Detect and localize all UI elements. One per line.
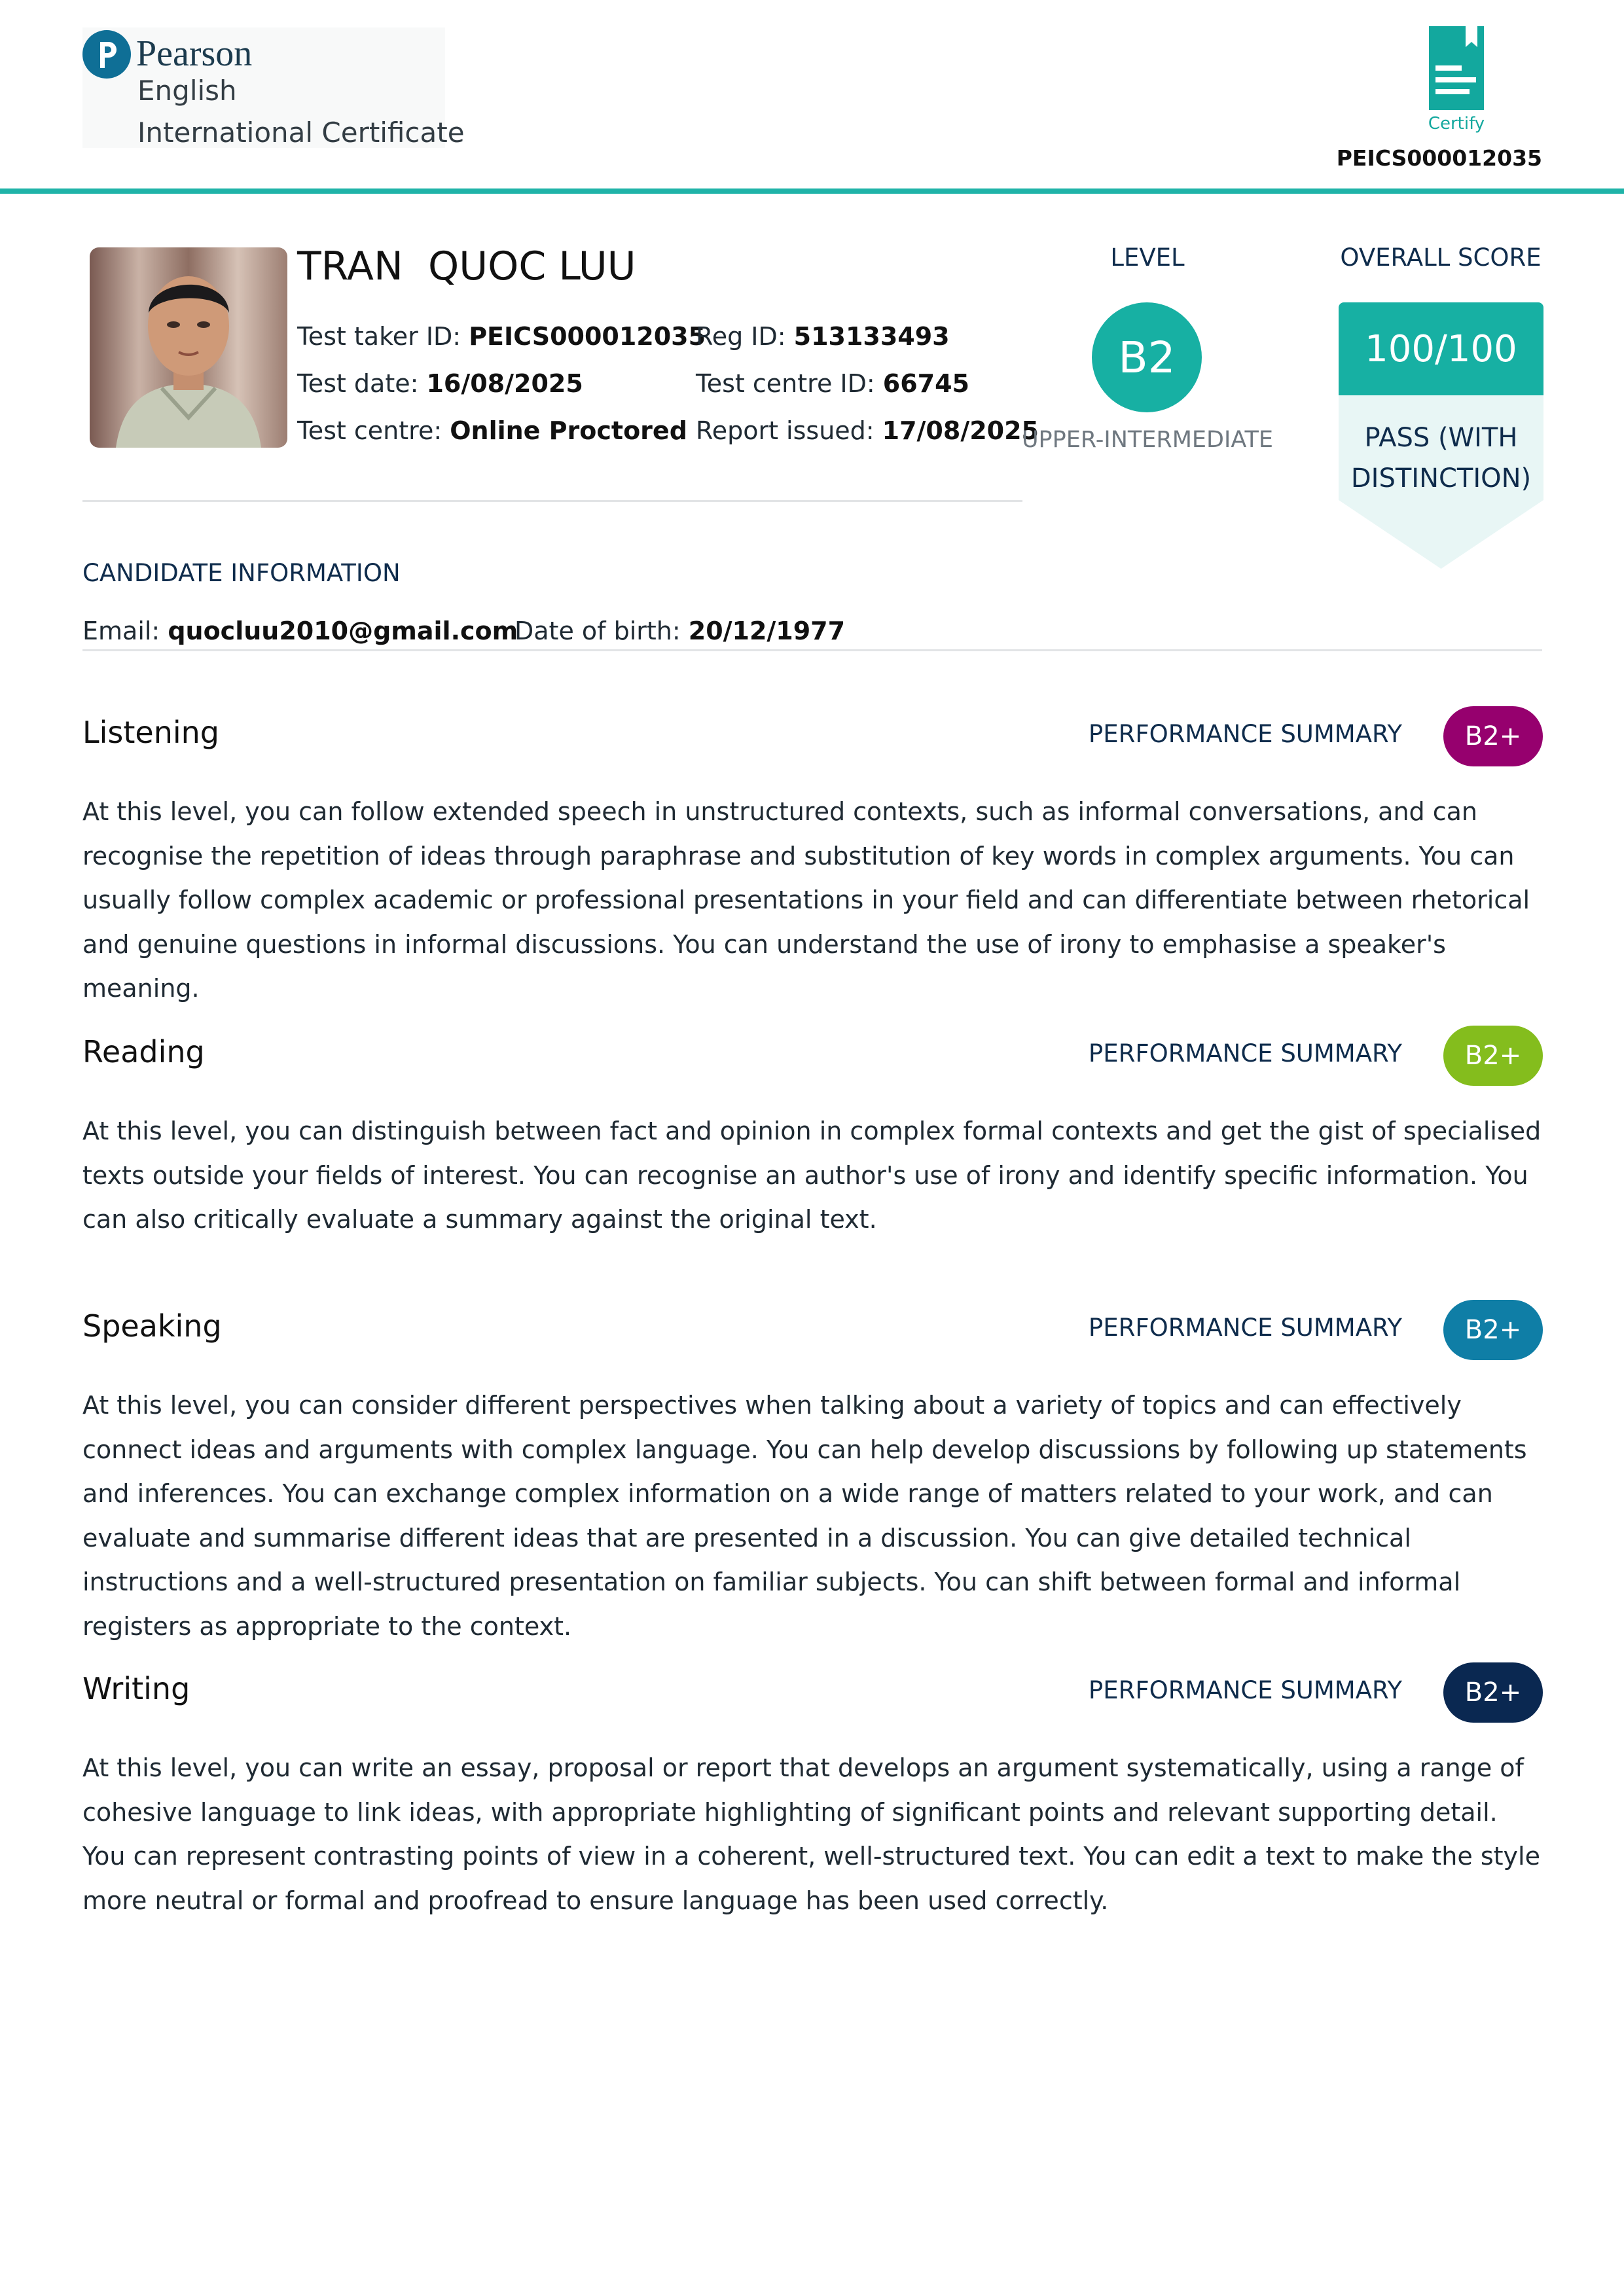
certify-badge-icon — [1429, 26, 1484, 110]
reg-id-label: Reg ID: — [696, 322, 794, 351]
overall-score-value: 100/100 — [1339, 302, 1543, 395]
skill-description-reading: At this level, you can distinguish between fact and opinion in complex formal contexts and get the gist of specialised texts outside your fields of interest. You can recognise an author's use of irony and identify specific information. You can also critically evaluate a summary against the original text. — [82, 1117, 1542, 1234]
overall-score-result: PASS (WITH DISTINCTION) — [1350, 423, 1532, 493]
reg-id — [696, 322, 950, 351]
grade-badge-speaking: B2+ — [1443, 1300, 1543, 1360]
test-centre-id — [696, 369, 969, 398]
grade-badge-listening: B2+ — [1443, 706, 1543, 766]
candidate-information-title: CANDIDATE INFORMATION — [82, 559, 401, 587]
overall-score-label: OVERALL SCORE — [1340, 243, 1542, 272]
performance-summary-label-listening: PERFORMANCE SUMMARY — [1088, 720, 1402, 748]
grade-badge-reading: B2+ — [1443, 1026, 1543, 1086]
candidate-divider — [82, 500, 1022, 502]
candidate-information-divider — [82, 649, 1542, 651]
test-centre-id-label: Test centre ID: — [696, 369, 883, 398]
certificate-id: PEICS000012035 — [1336, 145, 1542, 171]
skill-description-writing: At this level, you can write an essay, proposal or report that develops an argument systematically, using a range of cohesive language to link ideas, with appropriate highlighting of significant points and relevant supporting detail. You can represent contrasting points of view in a coherent, well-structured text. You can edit a text to make the style more neutral or formal and proofread to ensure language has been used correctly. — [82, 1753, 1540, 1915]
pearson-logo-icon — [82, 30, 131, 79]
email-value: quocluu2010@gmail.com — [168, 617, 518, 645]
performance-summary-label-speaking: PERFORMANCE SUMMARY — [1088, 1314, 1402, 1342]
test-centre-label: Test centre: — [297, 416, 450, 445]
test-taker-id — [297, 322, 706, 351]
certify-label: Certify — [1428, 114, 1485, 134]
test-date — [297, 369, 583, 398]
skill-title-listening: Listening — [82, 715, 219, 750]
skill-title-reading: Reading — [82, 1034, 205, 1069]
brand-subtitle-line2: International Certificate — [137, 117, 465, 149]
level-label: LEVEL — [1110, 243, 1185, 272]
report-issued-value: 17/08/2025 — [882, 416, 1039, 445]
dob-label: Date of birth: — [514, 617, 689, 645]
candidate-photo — [90, 247, 287, 448]
grade-badge-writing: B2+ — [1443, 1662, 1543, 1723]
skill-description-listening: At this level, you can follow extended speech in unstructured contexts, such as informal conversations, and can recognise the repetition of ideas through paraphrase and substitution of key words in complex arguments. You can usually follow complex academic or professional presentations in your field and can differentiate between rhetorical and genuine questions in informal discussions. You can understand the use of irony to emphasise a speaker's meaning. — [82, 797, 1530, 1003]
level-description: UPPER-INTERMEDIATE — [1021, 427, 1274, 453]
performance-summary-label-writing: PERFORMANCE SUMMARY — [1088, 1676, 1402, 1704]
performance-summary-label-reading: PERFORMANCE SUMMARY — [1088, 1039, 1402, 1067]
report-issued — [696, 416, 1039, 445]
level-badge: B2 — [1092, 302, 1202, 412]
dob-value: 20/12/1977 — [688, 617, 846, 645]
header-divider — [0, 188, 1624, 194]
candidate-email — [82, 617, 518, 645]
skill-title-speaking: Speaking — [82, 1308, 222, 1344]
test-centre — [297, 416, 687, 445]
test-centre-value: Online Proctored — [450, 416, 687, 445]
brand-name: Pearson — [136, 33, 253, 74]
test-date-label: Test date: — [297, 369, 427, 398]
test-taker-id-label: Test taker ID: — [297, 322, 469, 351]
test-date-value: 16/08/2025 — [426, 369, 583, 398]
report-issued-label: Report issued: — [696, 416, 882, 445]
skill-title-writing: Writing — [82, 1671, 190, 1706]
candidate-name: TRAN QUOC LUU — [297, 243, 636, 289]
test-centre-id-value: 66745 — [882, 369, 969, 398]
email-label: Email: — [82, 617, 168, 645]
skill-description-speaking: At this level, you can consider different perspectives when talking about a variety of topics and can effectively connect ideas and arguments with complex language. You can help develop discussions by following up statements and inferences. You can exchange complex information on a wide range of matters related to your work, and can evaluate and summarise different ideas that are presented in a discussion. You can give detailed technical instructions and a well-structured presentation on familiar subjects. You can shift between formal and informal registers as appropriate to the context. — [82, 1391, 1527, 1641]
test-taker-id-value: PEICS000012035 — [469, 322, 706, 351]
reg-id-value: 513133493 — [793, 322, 950, 351]
candidate-dob — [514, 617, 845, 645]
brand-subtitle-line1: English — [137, 75, 237, 107]
